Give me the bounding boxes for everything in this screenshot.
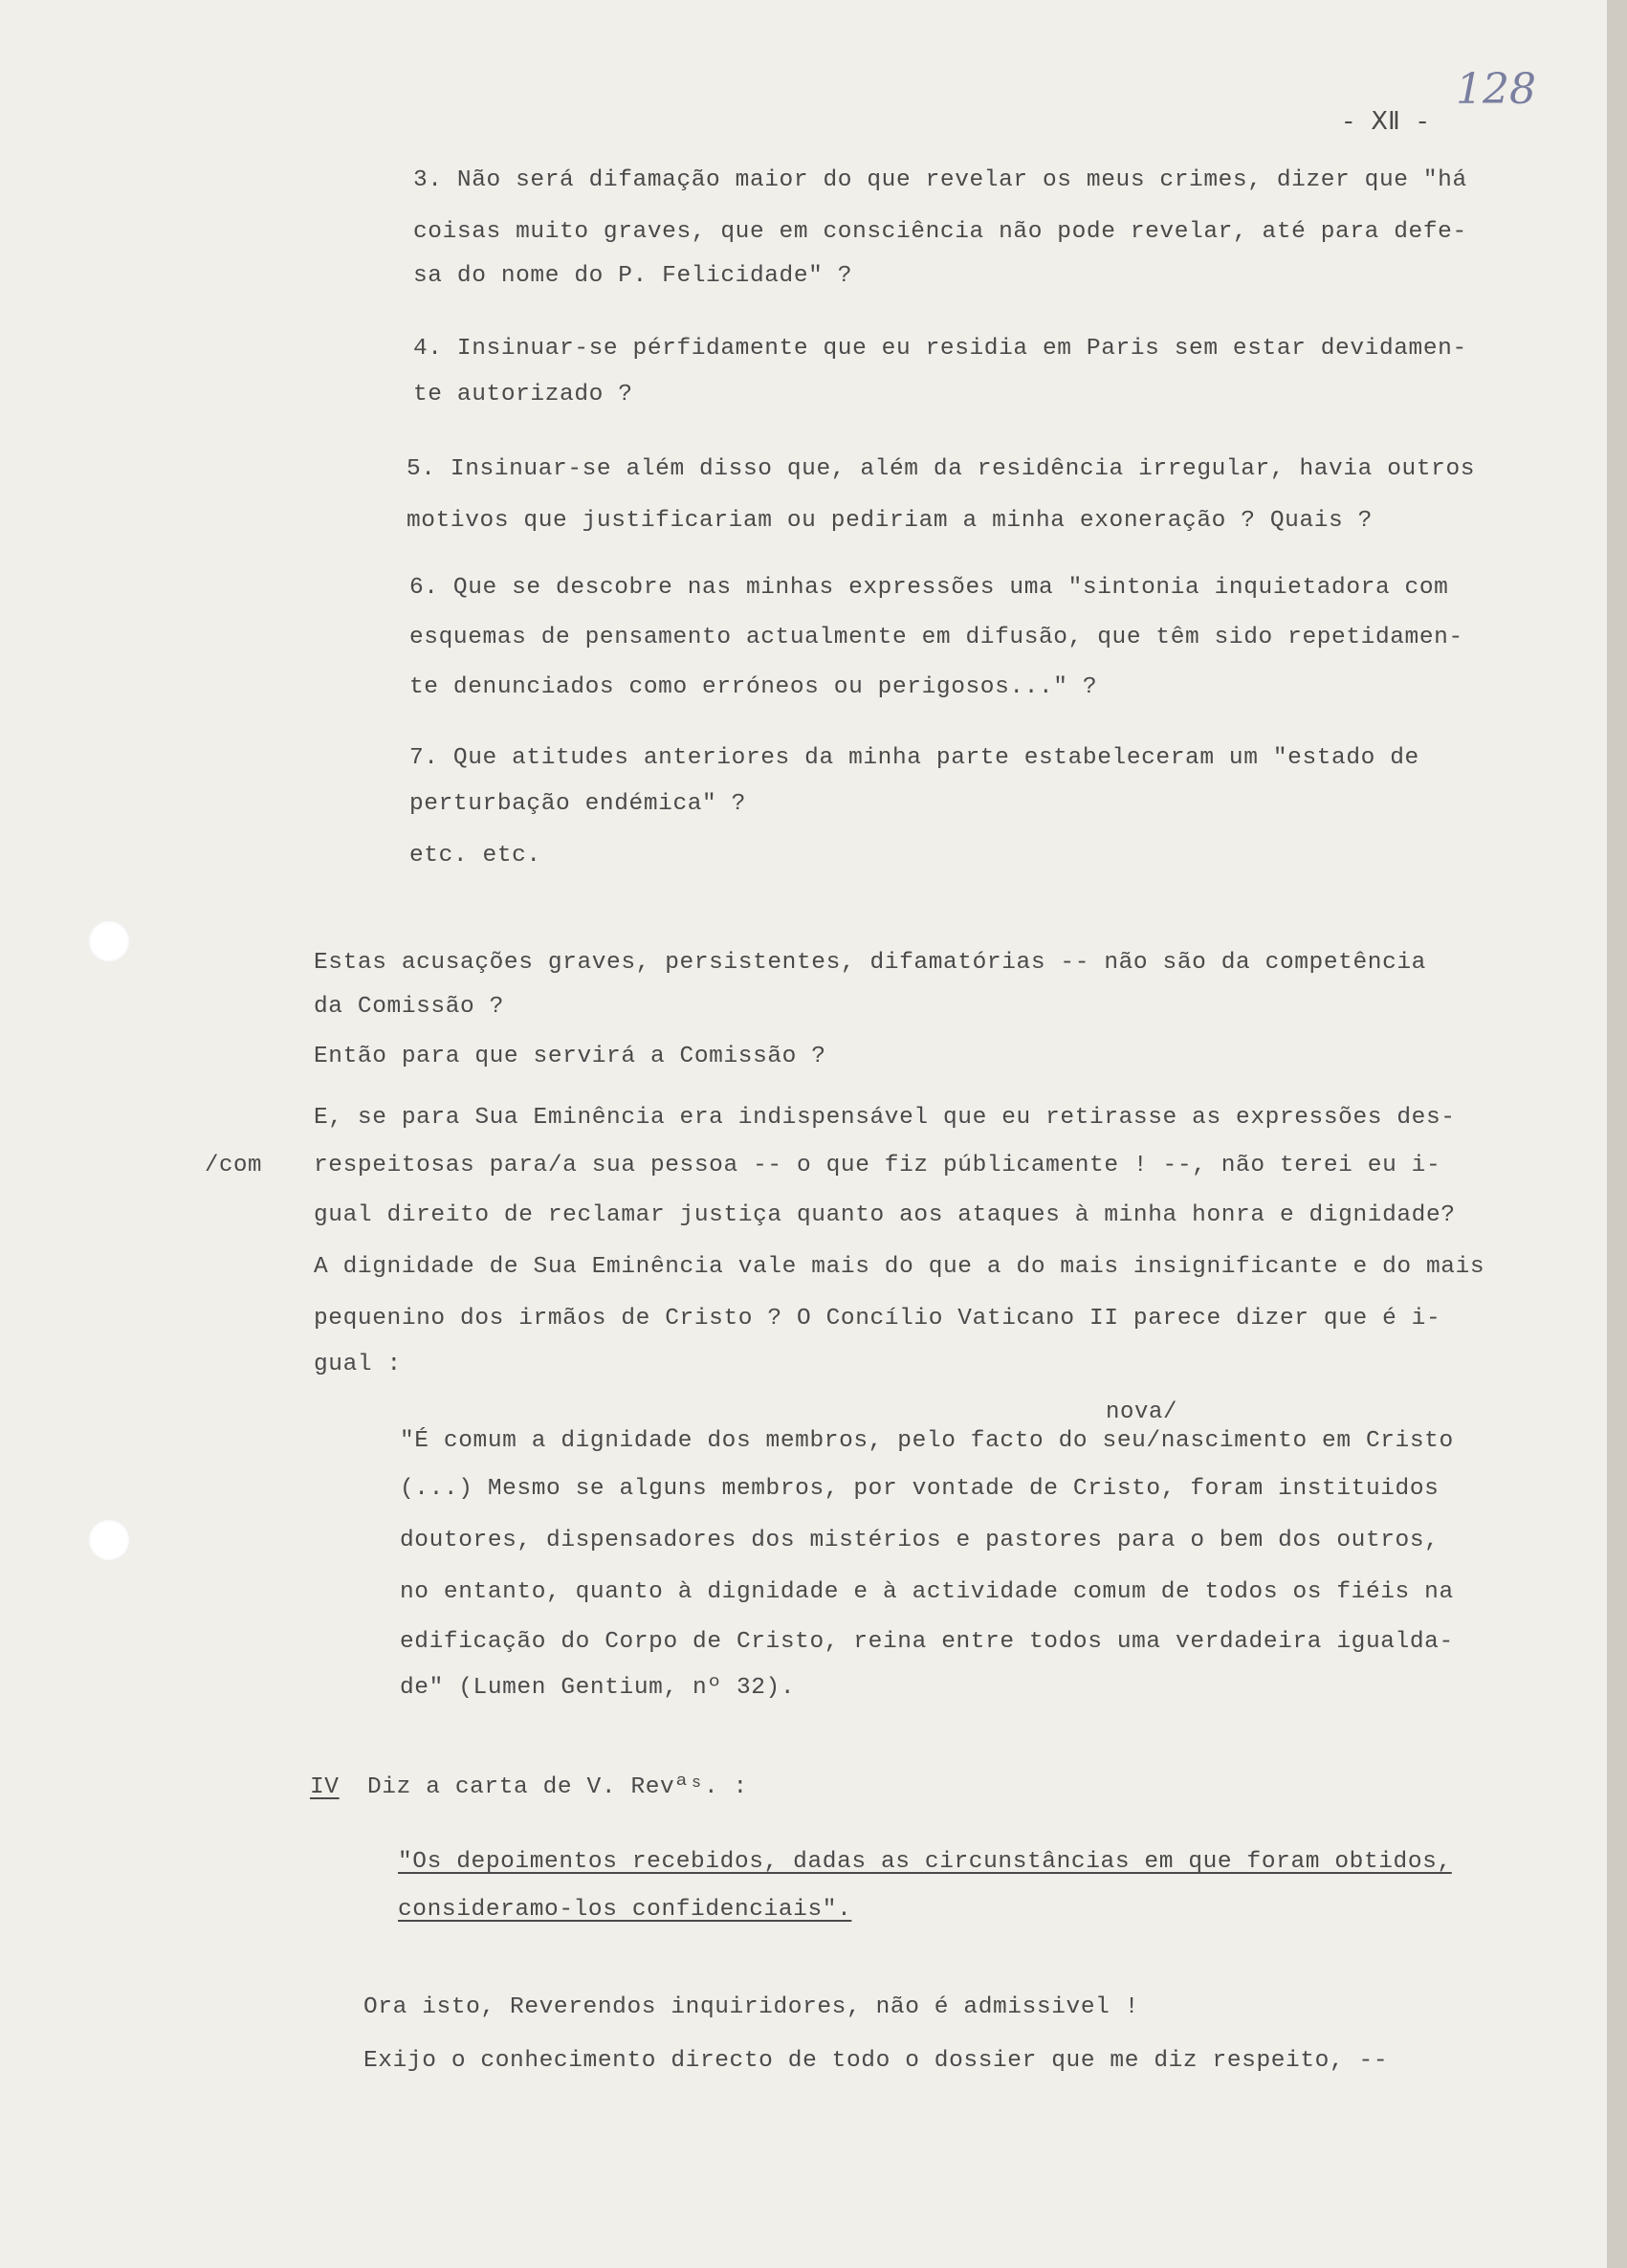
text-line: perturbação endémica" ?: [409, 791, 746, 817]
text-line: Ora isto, Reverendos inquiridores, não é admissivel !: [363, 1994, 1140, 2020]
text-line: motivos que justificariam ou pediriam a minha exoneração ? Quais ?: [407, 508, 1373, 534]
text-line: te denunciados como erróneos ou perigosos..." ?: [409, 674, 1098, 700]
text-line: gual :: [314, 1352, 402, 1377]
text-line: Exijo o conhecimento directo de todo o dossier que me diz respeito, --: [363, 2048, 1389, 2074]
page-edge: [1607, 0, 1627, 2268]
text-line: 5. Insinuar-se além disso que, além da residência irregular, havia outros: [407, 456, 1476, 482]
text-line: pequenino dos irmãos de Cristo ? O Concílio Vaticano II parece dizer que é i-: [314, 1306, 1441, 1332]
quote-line: de" (Lumen Gentium, nº 32).: [400, 1675, 796, 1701]
quote-line: consideramo-los confidenciais".: [398, 1897, 852, 1923]
text-line: etc. etc.: [409, 843, 541, 869]
text-line: sa do nome do P. Felicidade" ?: [413, 263, 853, 289]
text-line: Estas acusações graves, persistentes, difamatórias -- não são da competência: [314, 950, 1426, 976]
page-number: - ⅩⅡ -: [1341, 108, 1431, 137]
quote-line: no entanto, quanto à dignidade e à actividade comum de todos os fiéis na: [400, 1579, 1454, 1605]
text-line: 6. Que se descobre nas minhas expressões uma "sintonia inquietadora com: [409, 575, 1449, 601]
text-line: Então para que servirá a Comissão ?: [314, 1044, 826, 1069]
text-line: E, se para Sua Eminência era indispensável que eu retirasse as expressões des-: [314, 1105, 1456, 1131]
quote-line: doutores, dispensadores dos mistérios e pastores para o bem dos outros,: [400, 1528, 1440, 1553]
quote-line: "É comum a dignidade dos membros, pelo facto do seu/nascimento em Cristo: [400, 1428, 1454, 1454]
text-line: 4. Insinuar-se pérfidamente que eu residia em Paris sem estar devidamen-: [413, 336, 1467, 362]
text-line: 7. Que atitudes anteriores da minha parte estabeleceram um "estado de: [409, 745, 1419, 771]
handwritten-folio-number: 128: [1456, 65, 1536, 114]
section-label: IV: [310, 1774, 340, 1800]
quote-line: edificação do Corpo de Cristo, reina entre todos uma verdadeira igualda-: [400, 1629, 1454, 1655]
quote-line: (...) Mesmo se alguns membros, por vontade de Cristo, foram instituidos: [400, 1476, 1440, 1502]
text-line: Diz a carta de V. Revªˢ. :: [367, 1774, 748, 1800]
quote-line: "Os depoimentos recebidos, dadas as circunstâncias em que foram obtidos,: [398, 1849, 1452, 1875]
punch-hole-bottom: [88, 1519, 130, 1561]
text-line: te autorizado ?: [413, 382, 633, 407]
text-line: 3. Não será difamação maior do que revelar os meus crimes, dizer que "há: [413, 167, 1467, 193]
text-line: respeitosas para/a sua pessoa -- o que fiz públicamente ! --, não terei eu i-: [314, 1153, 1441, 1178]
text-line: esquemas de pensamento actualmente em difusão, que têm sido repetidamen-: [409, 625, 1463, 650]
text-line: da Comissão ?: [314, 994, 504, 1020]
handwritten-insertion: nova/: [1106, 1399, 1178, 1425]
text-line: coisas muito graves, que em consciência não pode revelar, até para defe-: [413, 219, 1467, 245]
margin-annotation: /com: [205, 1153, 263, 1178]
text-line: gual direito de reclamar justiça quanto aos ataques à minha honra e dignidade?: [314, 1202, 1456, 1228]
punch-hole-top: [88, 920, 130, 962]
text-line: A dignidade de Sua Eminência vale mais do que a do mais insignificante e do mais: [314, 1254, 1485, 1280]
